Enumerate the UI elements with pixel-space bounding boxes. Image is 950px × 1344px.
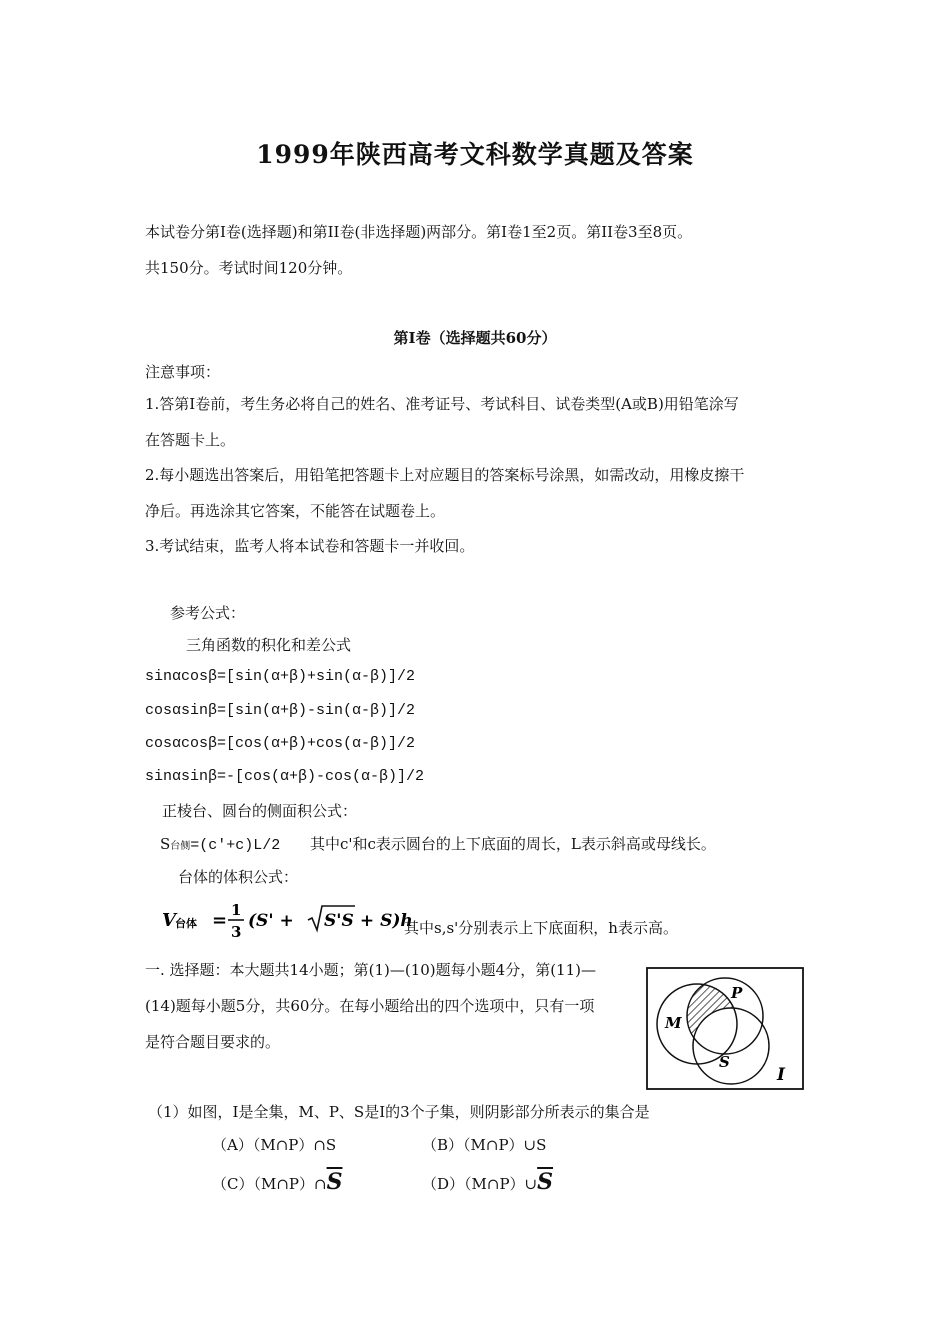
lateral-formula-s: S [160,835,171,853]
volume-formula-tail: + S)h [354,911,413,931]
question1-option-d [422,1169,554,1195]
venn-diagram [645,966,805,1091]
label-p: P [731,984,743,1002]
question1-stem: （1）如图，I是全集，M、P、S是I的3个子集，则阴影部分所表示的集合是 [148,1103,650,1121]
volume-formula-v: V [162,910,176,931]
volume-formula-num: 1 [231,901,242,919]
note-line-2: 在答题卡上。 [145,431,236,449]
lateral-heading: 正棱台、圆台的侧面积公式： [162,802,358,820]
lateral-formula-rest: =(c'+c)L/2 [190,837,281,854]
section-one-line-1: 一. 选择题：本大题共14小题；第(1)—(10)题每小题4分，第(11)— [145,961,596,979]
trig-formula-3: cosαcosβ=[cos(α+β)+cos(α-β)]/2 [145,735,416,752]
question1-option-c [212,1169,343,1195]
volume-note: 其中s,s'分别表示上下底面积，h表示高。 [404,919,678,937]
volume-formula-body: (S' + [248,911,300,931]
question1-option-a: （A）（M∩P）∩S [212,1136,337,1154]
volume-formula [160,900,413,942]
volume-heading: 台体的体积公式： [178,868,299,886]
volume-formula-sqrt: S'S [324,911,354,931]
question1-option-b: （B）（M∩P）∪S [422,1136,547,1154]
trig-heading: 三角函数的积化和差公式 [186,636,352,654]
lateral-note: 其中c'和c表示圆台的上下底面的周长，L表示斜高或母线长。 [310,835,716,853]
label-s: S [719,1053,730,1071]
volume-formula-v-sub: 台体 [175,917,197,930]
notes-heading: 注意事项： [145,363,221,381]
intro-line-2: 共150分。考试时间120分钟。 [145,259,353,277]
lateral-formula [160,834,280,857]
trig-formula-4: sinαsinβ=-[cos(α+β)-cos(α-β)]/2 [145,768,425,785]
note-line-4: 净后。再选涂其它答案，不能答在试题卷上。 [145,502,446,520]
section-one-line-3: 是符合题目要求的。 [145,1033,281,1051]
trig-formula-2: cosαsinβ=[sin(α+β)-sin(α-β)]/2 [145,702,416,719]
option-d-complement: $\overline{S}$ [537,1169,554,1195]
label-i: I [777,1065,785,1085]
option-d-text: （D）（M∩P）∪ [422,1175,538,1193]
note-line-3: 2.每小题选出答案后，用铅笔把答题卡上对应题目的答案标号涂黑，如需改动，用橡皮擦干 [145,466,745,484]
note-line-5: 3.考试结束，监考人将本试卷和答题卡一并收回。 [145,537,475,555]
volume-formula-eq: = [212,910,228,931]
lateral-formula-sub: 台侧 [170,841,191,852]
intro-line-1: 本试卷分第Ⅰ卷(选择题)和第II卷(非选择题)两部分。第Ⅰ卷1至2页。第II卷3至8页。 [145,223,693,241]
option-c-text: （C）（M∩P）∩ [212,1175,327,1193]
option-c-complement: $\overline{S}$ [326,1169,343,1195]
trig-formula-1: sinαcosβ=[sin(α+β)+sin(α-β)]/2 [145,668,416,685]
label-m: M [665,1014,682,1032]
section-heading: 第Ⅰ卷（选择题共60分） [393,329,557,347]
note-line-1: 1.答第Ⅰ卷前，考生务必将自己的姓名、准考证号、考试科目、试卷类型(A或B)用铅笔涂写 [145,395,739,413]
volume-formula-den: 3 [231,923,242,941]
doc-title: 1999年陕西高考文科数学真题及答案 [256,140,694,169]
reference-heading: 参考公式： [170,604,246,622]
section-one-line-2: (14)题每小题5分，共60分。在每小题给出的四个选项中，只有一项 [145,997,595,1015]
